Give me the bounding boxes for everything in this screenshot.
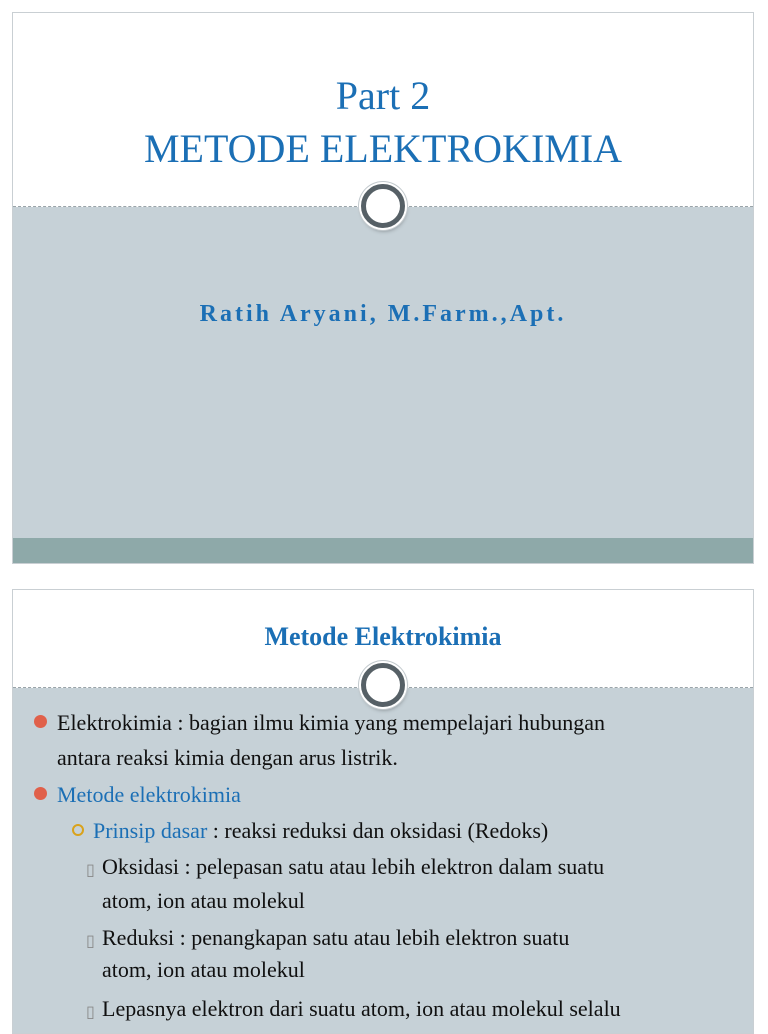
bullet-square-icon: ▯	[86, 860, 95, 879]
bullet-text: Lepasnya elektron dari suatu atom, ion atau molekul selalu	[102, 996, 621, 1021]
list-item	[13, 922, 754, 992]
bullet-text: Elektrokimia : bagian ilmu kimia yang mempelajari hubungan	[57, 710, 606, 735]
bullet-dot-icon	[34, 787, 47, 800]
bullet-ring-icon	[72, 824, 84, 836]
bullet-text: atom, ion atau molekul	[102, 957, 305, 982]
list-item	[13, 707, 754, 777]
bullet-text: atom, ion atau molekul	[102, 888, 305, 913]
slide-main-title: METODE ELEKTROKIMIA	[143, 126, 623, 171]
bullet-label: Prinsip dasar	[93, 818, 208, 843]
circle-ornament-icon	[361, 663, 405, 707]
list-item	[13, 993, 754, 1027]
bullet-square-icon: ▯	[86, 1002, 95, 1021]
bullet-square-icon: ▯	[86, 931, 95, 950]
content-slide	[12, 589, 754, 1034]
slide-part-title: Part 2	[335, 73, 431, 118]
slide-footer-band	[13, 538, 753, 563]
title-slide	[12, 12, 754, 564]
author-name: Ratih Aryani, M.Farm.,Apt.	[199, 301, 567, 327]
circle-ornament-icon	[361, 184, 405, 228]
bullet-dot-icon	[34, 715, 47, 728]
list-item	[13, 779, 754, 813]
slide-title: Metode Elektrokimia	[264, 622, 502, 651]
bullet-text: Metode elektrokimia	[57, 782, 241, 807]
list-item	[13, 851, 754, 921]
bullet-text: Oksidasi : pelepasan satu atau lebih elektron dalam suatu	[102, 854, 605, 879]
bullet-text: antara reaksi kimia dengan arus listrik.	[57, 745, 398, 770]
bullet-label-text: : reaksi reduksi dan oksidasi (Redoks)	[207, 818, 549, 843]
bullet-text	[93, 815, 548, 847]
bullet-text: Reduksi : penangkapan satu atau lebih elektron suatu	[102, 925, 570, 950]
list-item	[13, 815, 754, 849]
